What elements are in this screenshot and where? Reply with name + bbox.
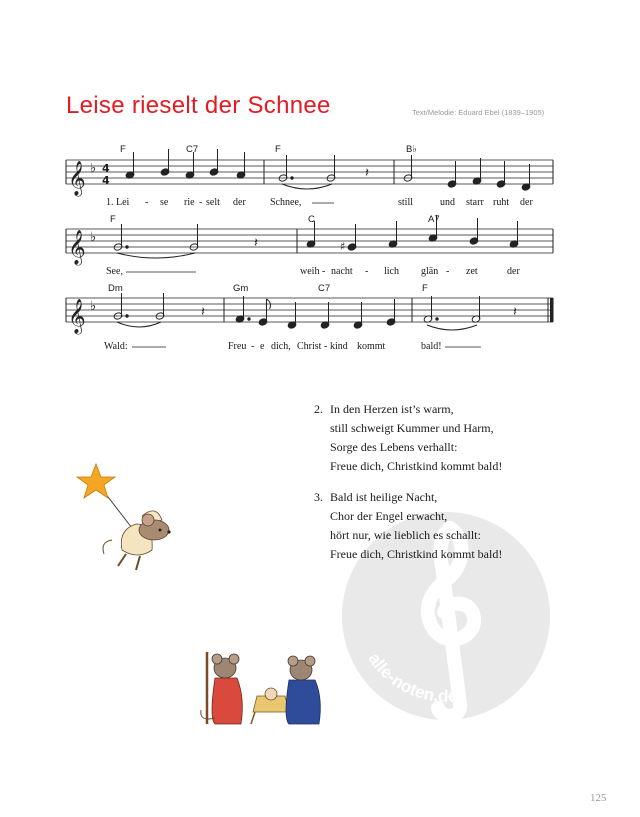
lyric-syllable: selt: [206, 197, 220, 208]
verse-line: Freue dich, Christkind kommt bald!: [330, 547, 503, 561]
verse-line: In den Herzen ist’s warm,: [330, 402, 454, 416]
verse-3: [314, 488, 502, 564]
song-title: Leise rieselt der Schnee: [66, 92, 331, 119]
notes-system-3: [113, 293, 481, 329]
lyric-syllable: bald!: [421, 341, 442, 352]
lyric-syllable: starr: [466, 197, 484, 208]
lyric-syllable: der: [507, 266, 520, 277]
song-credit: Text/Melodie: Eduard Ebel (1839–1905): [412, 108, 545, 117]
chord-symbol: C7: [318, 283, 331, 294]
verse-list: [314, 400, 502, 576]
page-number: 125: [590, 792, 607, 804]
flat-key-icon: ♭: [90, 230, 97, 245]
svg-text:4: 4: [102, 174, 110, 187]
lyric-syllable: -: [322, 266, 326, 277]
chord-symbol: B♭: [406, 144, 417, 155]
treble-clef-icon: 𝄞: [68, 230, 86, 265]
verse-line: still schweigt Kummer und Harm,: [330, 421, 494, 435]
rest-icon: 𝄽: [365, 166, 369, 181]
lyric-syllable: Schnee,: [270, 197, 302, 208]
lyric-syllable: 1. Lei: [106, 197, 130, 208]
lyric-syllable: kommt: [357, 341, 386, 352]
chord-symbol: C: [308, 214, 315, 225]
lyric-syllable: lich: [384, 266, 399, 277]
sharp-icon: ♯: [340, 240, 346, 253]
chord-symbol: F: [110, 214, 116, 225]
lyric-syllable: und: [440, 197, 455, 208]
nativity-mice-illustration: [185, 648, 345, 728]
lyric-syllable: -: [324, 341, 328, 352]
rest-icon: 𝄽: [201, 305, 205, 320]
tie: [117, 322, 161, 327]
lyric-syllable: der: [233, 197, 246, 208]
tie: [117, 253, 195, 258]
lyric-syllable: rie: [184, 197, 195, 208]
lyric-syllable: Christ: [297, 341, 322, 352]
lyric-syllable: -: [145, 197, 149, 208]
lyric-syllable: See,: [106, 266, 123, 277]
chord-symbol: Gm: [233, 283, 249, 294]
verse-2: [314, 400, 502, 476]
lyric-syllable: zet: [466, 266, 478, 277]
lyric-syllable: glän: [421, 266, 439, 277]
lyric-syllable: Wald:: [104, 341, 128, 352]
lyric-syllable: kind: [330, 341, 348, 352]
time-signature: 4: [102, 162, 110, 175]
lyric-syllable: -: [199, 197, 203, 208]
notes-system-2: [113, 215, 519, 251]
lyric-syllable: -: [251, 341, 255, 352]
chord-symbol: F: [120, 144, 126, 155]
lyric-syllable: -: [446, 266, 450, 277]
verse-line: Chor der Engel erwacht,: [330, 509, 448, 523]
treble-clef-icon: 𝄞: [68, 161, 86, 196]
chord-symbol: C7: [186, 144, 199, 155]
rest-icon: 𝄽: [254, 236, 258, 251]
flat-key-icon: ♭: [90, 299, 97, 314]
verse-line: hört nur, wie lieblich es schallt:: [330, 528, 481, 542]
lyric-syllable: nacht: [331, 266, 353, 277]
flat-key-icon: ♭: [90, 161, 97, 176]
verse-number: 3.: [314, 490, 323, 504]
verse-line: Bald ist heilige Nacht,: [330, 490, 438, 504]
lyric-syllable: der: [520, 197, 533, 208]
final-barline: [550, 298, 554, 322]
lyric-syllable: -: [365, 266, 369, 277]
verse-line: Freue dich, Christkind kommt bald!: [330, 459, 503, 473]
lyric-syllable: Freu: [228, 341, 247, 352]
rest-icon: 𝄽: [513, 305, 517, 320]
chord-symbol: F: [422, 283, 428, 294]
notes-system-1: [125, 149, 531, 191]
star-icon: [77, 464, 115, 498]
treble-clef-icon: 𝄞: [68, 299, 86, 334]
music-score: [0, 0, 640, 360]
lyric-syllable: dich,: [271, 341, 291, 352]
lyric-syllable: ruht: [493, 197, 510, 208]
lyric-syllable: e: [260, 341, 265, 352]
tie: [427, 325, 477, 330]
lyric-syllable: weih: [300, 266, 320, 277]
verse-line: Sorge des Lebens verhallt:: [330, 440, 458, 454]
chord-symbol: A7: [428, 214, 440, 225]
lyric-syllable: still: [398, 197, 414, 208]
lyric-syllable: se: [160, 197, 169, 208]
chord-symbol: F: [275, 144, 281, 155]
verse-number: 2.: [314, 402, 323, 416]
chord-symbol: Dm: [108, 283, 123, 294]
angel-mouse-illustration: [70, 458, 200, 588]
svg-text:alle-noten.de: alle-noten.de: [364, 649, 458, 706]
tie: [282, 184, 332, 189]
